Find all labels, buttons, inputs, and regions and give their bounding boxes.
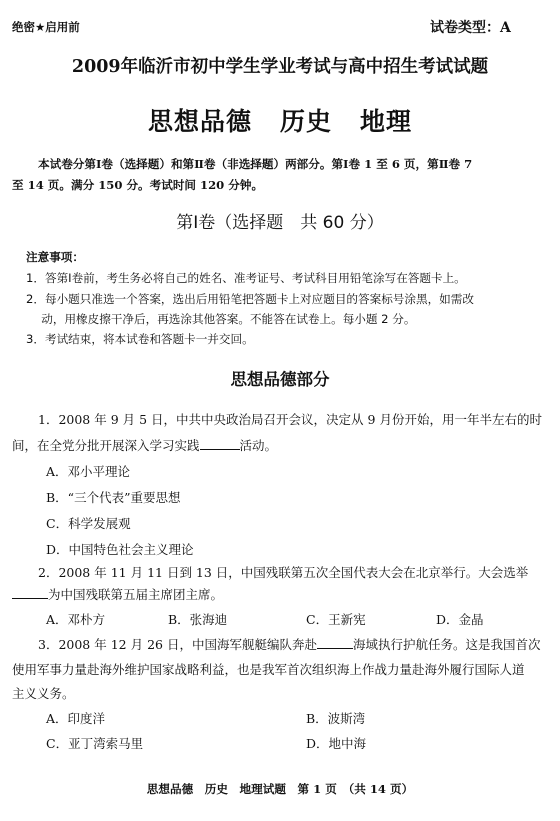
q3-stem-line-2: 使用军事力量赴海外维护国家战略利益，也是我军首次组织海上作战力量赴海外履行国际人道 xyxy=(12,662,525,677)
q3-option-c: C．亚丁湾索马里 xyxy=(46,736,144,751)
q1-option-b: B．“三个代表”重要思想 xyxy=(46,490,181,505)
q1-stem-text: 间，在全党分批开展深入学习实践 xyxy=(12,438,200,453)
q2-option-d: D．金晶 xyxy=(436,612,484,627)
q1-answer-blank xyxy=(200,437,240,450)
q1-stem-line-1: 1．2008 年 9 月 5 日，中共中央政治局召开会议，决定从 9 月份开始，用一年半左右的时 xyxy=(38,412,542,427)
q3-stem-line-3: 主义义务。 xyxy=(12,686,75,701)
subject-history: 历史 xyxy=(279,107,332,136)
q2-stem-line-2 xyxy=(12,585,223,603)
q1-option-d: D．中国特色社会主义理论 xyxy=(46,542,194,557)
page-footer: 思想品德 历史 地理试题 第 1 页 （共 14 页） xyxy=(146,782,414,796)
intro-line-1: 本试卷分第Ⅰ卷（选择题）和第Ⅱ卷（非选择题）两部分。第Ⅰ卷 1 至 6 页，第Ⅱ卷 7 xyxy=(38,157,473,171)
q3-option-b: B．波斯湾 xyxy=(306,711,366,726)
note-line-4: 3．考试结束，将本试卷和答题卡一并交回。 xyxy=(26,332,254,346)
intro-line-2: 至 14 页。满分 150 分。考试时间 120 分钟。 xyxy=(12,178,264,192)
q3-stem-text-a: 3．2008 年 12 月 26 日，中国海军舰艇编队奔赴 xyxy=(38,637,317,652)
q1-option-c: C．科学发展观 xyxy=(46,516,131,531)
notes-heading: 注意事项： xyxy=(26,250,84,264)
section-title: 第Ⅰ卷（选择题 共 60 分） xyxy=(176,213,384,233)
q1-stem-end: 活动。 xyxy=(239,438,278,453)
q2-option-c: C．王新宪 xyxy=(306,612,366,627)
note-line-2: 2．每小题只准选一个答案，选出后用铅笔把答题卡上对应题目的答案标号涂黑，如需改 xyxy=(26,292,474,306)
paper-type-label: 试卷类型：A xyxy=(430,20,511,36)
q2-answer-blank xyxy=(12,586,48,599)
q3-option-a: A．印度洋 xyxy=(46,711,106,726)
q1-stem-line-2 xyxy=(12,436,277,454)
part-title: 思想品德部分 xyxy=(230,370,330,389)
q2-option-b: B．张海迪 xyxy=(168,612,228,627)
q3-option-d: D．地中海 xyxy=(306,736,367,751)
q2-stem-text: 为中国残联第五届主席团主席。 xyxy=(48,587,224,602)
subject-geography: 地理 xyxy=(360,107,413,136)
q2-option-a: A．邓朴方 xyxy=(46,612,106,627)
q3-stem-line-1 xyxy=(38,635,540,653)
subjects-heading xyxy=(0,102,560,138)
q1-option-a: A．邓小平理论 xyxy=(46,464,131,479)
q3-answer-blank xyxy=(317,636,353,649)
confidential-mark: 绝密★启用前 xyxy=(12,20,80,34)
exam-title: 2009年临沂市初中学生学业考试与高中招生考试试题 xyxy=(71,57,489,77)
note-line-3: 动，用橡皮擦干净后，再选涂其他答案。不能答在试卷上。每小题 2 分。 xyxy=(26,312,416,326)
note-line-1: 1．答第Ⅰ卷前，考生务必将自己的姓名、准考证号、考试科目用铅笔涂写在答题卡上。 xyxy=(26,271,466,285)
subject-ethics: 思想品德 xyxy=(147,107,252,136)
q3-stem-text-b: 海域执行护航任务。这是我国首次 xyxy=(352,637,541,652)
q2-stem-line-1: 2．2008 年 11 月 11 日到 13 日，中国残联第五次全国代表大会在北京举行。大会选举 xyxy=(38,565,529,580)
